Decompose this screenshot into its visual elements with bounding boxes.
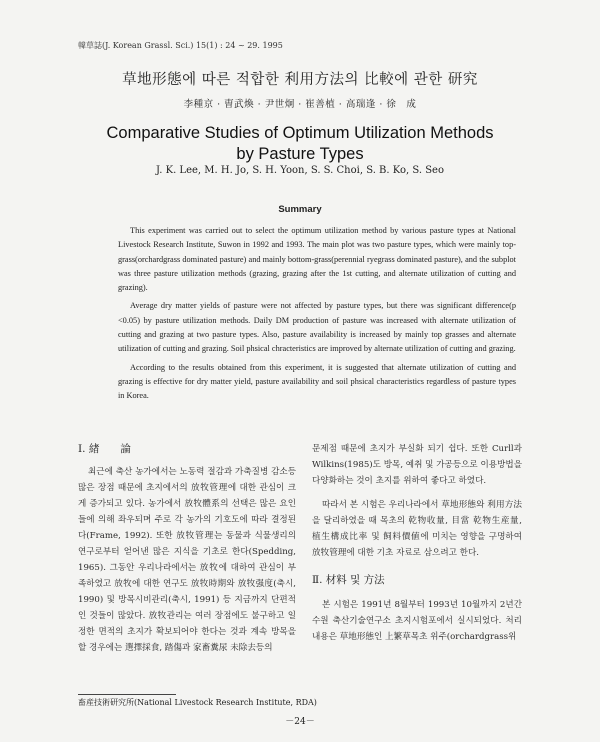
abstract-paragraph: Average dry matter yields of pasture were not affected by pasture types, but there was significant difference(p <0.05) by pasture utilization methods. Daily DM production of pasture was increased with alternate utilization of cutting and grazing at two pasture types. Also, pasture availability is increased by mainly top grasses and alternate utilization of cutting and grazing. Soil phsical chracteristics are improved by alternate utilization of cutting and grazing. (118, 301, 516, 354)
page-number: －24－ (285, 717, 315, 727)
abstract-paragraph: This experiment was carried out to select the optimum utilization method by various pasture types at National Livestock Research Institute, Suwon in 1992 and 1993. The main plot was two pasture types, which were mainly top-grass(orchardgrass dominated pasture) and mainly bottom-grass(perennial ryegrass dominated pasture), and the subplot was three pasture utilization methods (grazing, grazing after the 1st cutting, and alternate utilization of cutting and grazing). (118, 226, 516, 293)
korean-title: 草地形態에 따른 적합한 利用方法의 比較에 관한 研究 (122, 72, 478, 88)
abstract (118, 224, 516, 408)
body-paragraph-continued: 문제점 때문에 초지가 부실화 되기 쉽다. 또한 Curll과 Wilkins(1985)도 방목, 예취 및 가공등으로 이용방법을 다양화하는 것이 초지를 위하여 좋다고 하였다. (312, 444, 522, 486)
english-title-line1: Comparative Studies of Optimum Utilization Methods (106, 124, 494, 142)
right-column (312, 441, 522, 645)
journal-header: 韓草誌(J. Korean Grassl. Sci.) 15(1) : 24 ~ 29. 1995 (78, 41, 283, 50)
body-paragraph: 따라서 본 시험은 우리나라에서 草地形態와 利用方法을 달리하였을 때 목초의 乾物收量, 目當 乾物生産量, 植生構成比率 및 飼料價値에 미치는 영향을 구명하여 放牧管理에 대한 기초 자료로 삼으려고 한다. (312, 500, 522, 558)
english-title (0, 123, 600, 165)
footnote-divider (78, 694, 176, 695)
section-heading-methods: Ⅱ. 材料 및 方法 (312, 574, 385, 586)
footnote: 畜産技術研究所(National Livestock Research Institute, RDA) (78, 698, 317, 707)
english-authors: J. K. Lee, M. H. Jo, S. H. Yoon, S. S. Choi, S. B. Ko, S. Seo (156, 165, 444, 176)
body-paragraph: 본 시험은 1991년 8월부터 1993년 10월까지 2년간 수원 축산기술연구소 초지시험포에서 실시되었다. 처리내용은 草地形態인 上繁草목초 위주(orchardgrass위 (312, 600, 522, 642)
body-paragraph: 최근에 축산 농가에서는 노동력 절감과 가축질병 감소등 많은 장점 때문에 초지에서의 放牧管理에 대한 관심이 크게 증가되고 있다. 농가에서 放牧體系의 선택은 많은 요인들에 의해 좌우되며 주로 각 농가의 기호도에 따라 결정된다(Frame, 1992). 또한 放牧管理는 동물과 식물생리의 연구로부터 얻어낸 많은 지식을 기초로 한다(Spedding, 1965). 그동안 우리나라에서는 放牧에 대하여 관심이 부족하였고 放牧에 대한 연구도 放牧時期와 放牧强度(축시, 1990) 및 방목시비관리(축시, 1991) 등 지금까지 단편적인 것들이 많았다. 放牧관리는 여러 장점에도 불구하고 일정한 면적의 초지가 확보되어야 한다는 것과 계속 방목을 할 경우에는 選擇採食, 踏傷과 家畜糞尿 未除去등의 (78, 467, 296, 653)
english-title-line2: by Pasture Types (236, 145, 364, 163)
section-heading-introduction: Ⅰ. 緖 論 (78, 443, 131, 455)
korean-authors: 李種京 · 曺武煥 · 尹世炯 · 崔善植 · 高瑞逢 · 徐 成 (183, 99, 417, 110)
left-column (78, 440, 296, 656)
abstract-paragraph: According to the results obtained from this experiment, it is suggested that alternate utilization of cutting and grazing is effective for dry matter yield, pasture availability and soil phsical characteristics regardless of pasture types in Korea. (118, 362, 516, 401)
summary-heading: Summary (278, 204, 322, 215)
